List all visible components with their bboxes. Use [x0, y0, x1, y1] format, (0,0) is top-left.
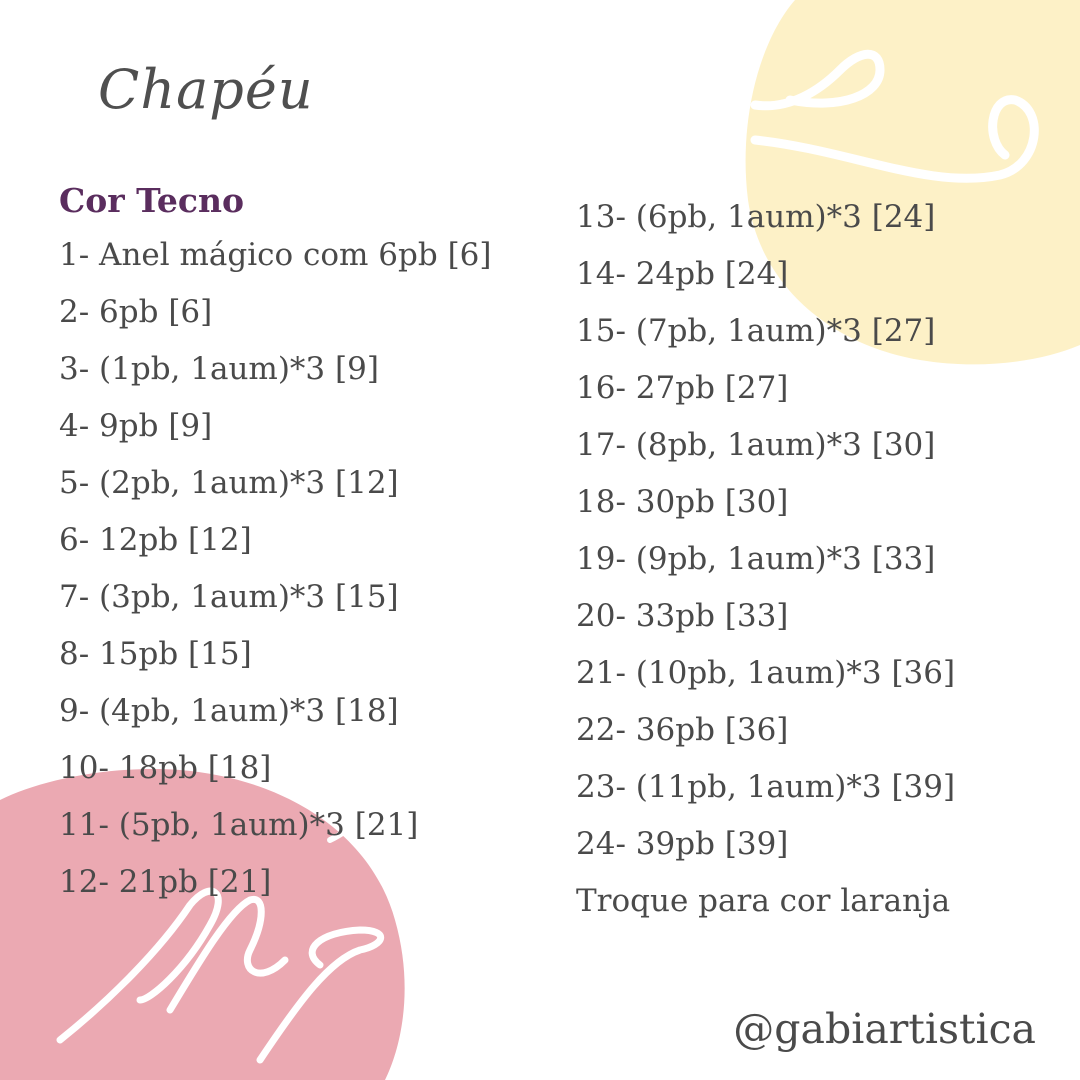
pattern-row: 19- (9pb, 1aum)*3 [33] [576, 541, 936, 577]
pattern-row: 10- 18pb [18] [59, 750, 272, 786]
pattern-row: 16- 27pb [27] [576, 370, 789, 406]
left-column [59, 175, 492, 911]
pattern-row: 18- 30pb [30] [576, 484, 789, 520]
pattern-row: 12- 21pb [21] [59, 864, 272, 900]
pattern-row: 7- (3pb, 1aum)*3 [15] [59, 579, 399, 615]
pattern-row: 13- (6pb, 1aum)*3 [24] [576, 199, 936, 235]
pattern-row: 17- (8pb, 1aum)*3 [30] [576, 427, 936, 463]
pattern-row: 22- 36pb [36] [576, 712, 789, 748]
pattern-row: 20- 33pb [33] [576, 598, 789, 634]
pattern-row: 14- 24pb [24] [576, 256, 789, 292]
pattern-row: 21- (10pb, 1aum)*3 [36] [576, 655, 956, 691]
right-column [576, 189, 955, 930]
pattern-row: 11- (5pb, 1aum)*3 [21] [59, 807, 419, 843]
pattern-row: 2- 6pb [6] [59, 294, 213, 330]
pattern-row: 6- 12pb [12] [59, 522, 252, 558]
author-handle: @gabiartistica [733, 1005, 1036, 1053]
pattern-row: 9- (4pb, 1aum)*3 [18] [59, 693, 399, 729]
page-title: Chapéu [98, 58, 314, 121]
pattern-row: 15- (7pb, 1aum)*3 [27] [576, 313, 936, 349]
pattern-row: 5- (2pb, 1aum)*3 [12] [59, 465, 399, 501]
instruction-note: Troque para cor laranja [576, 883, 951, 919]
pattern-row: 3- (1pb, 1aum)*3 [9] [59, 351, 379, 387]
pattern-row: 8- 15pb [15] [59, 636, 252, 672]
section-heading: Cor Tecno [59, 181, 245, 220]
pattern-row: 1- Anel mágico com 6pb [6] [59, 237, 492, 273]
pattern-row: 24- 39pb [39] [576, 826, 789, 862]
pattern-row: 4- 9pb [9] [59, 408, 213, 444]
pattern-row: 23- (11pb, 1aum)*3 [39] [576, 769, 956, 805]
